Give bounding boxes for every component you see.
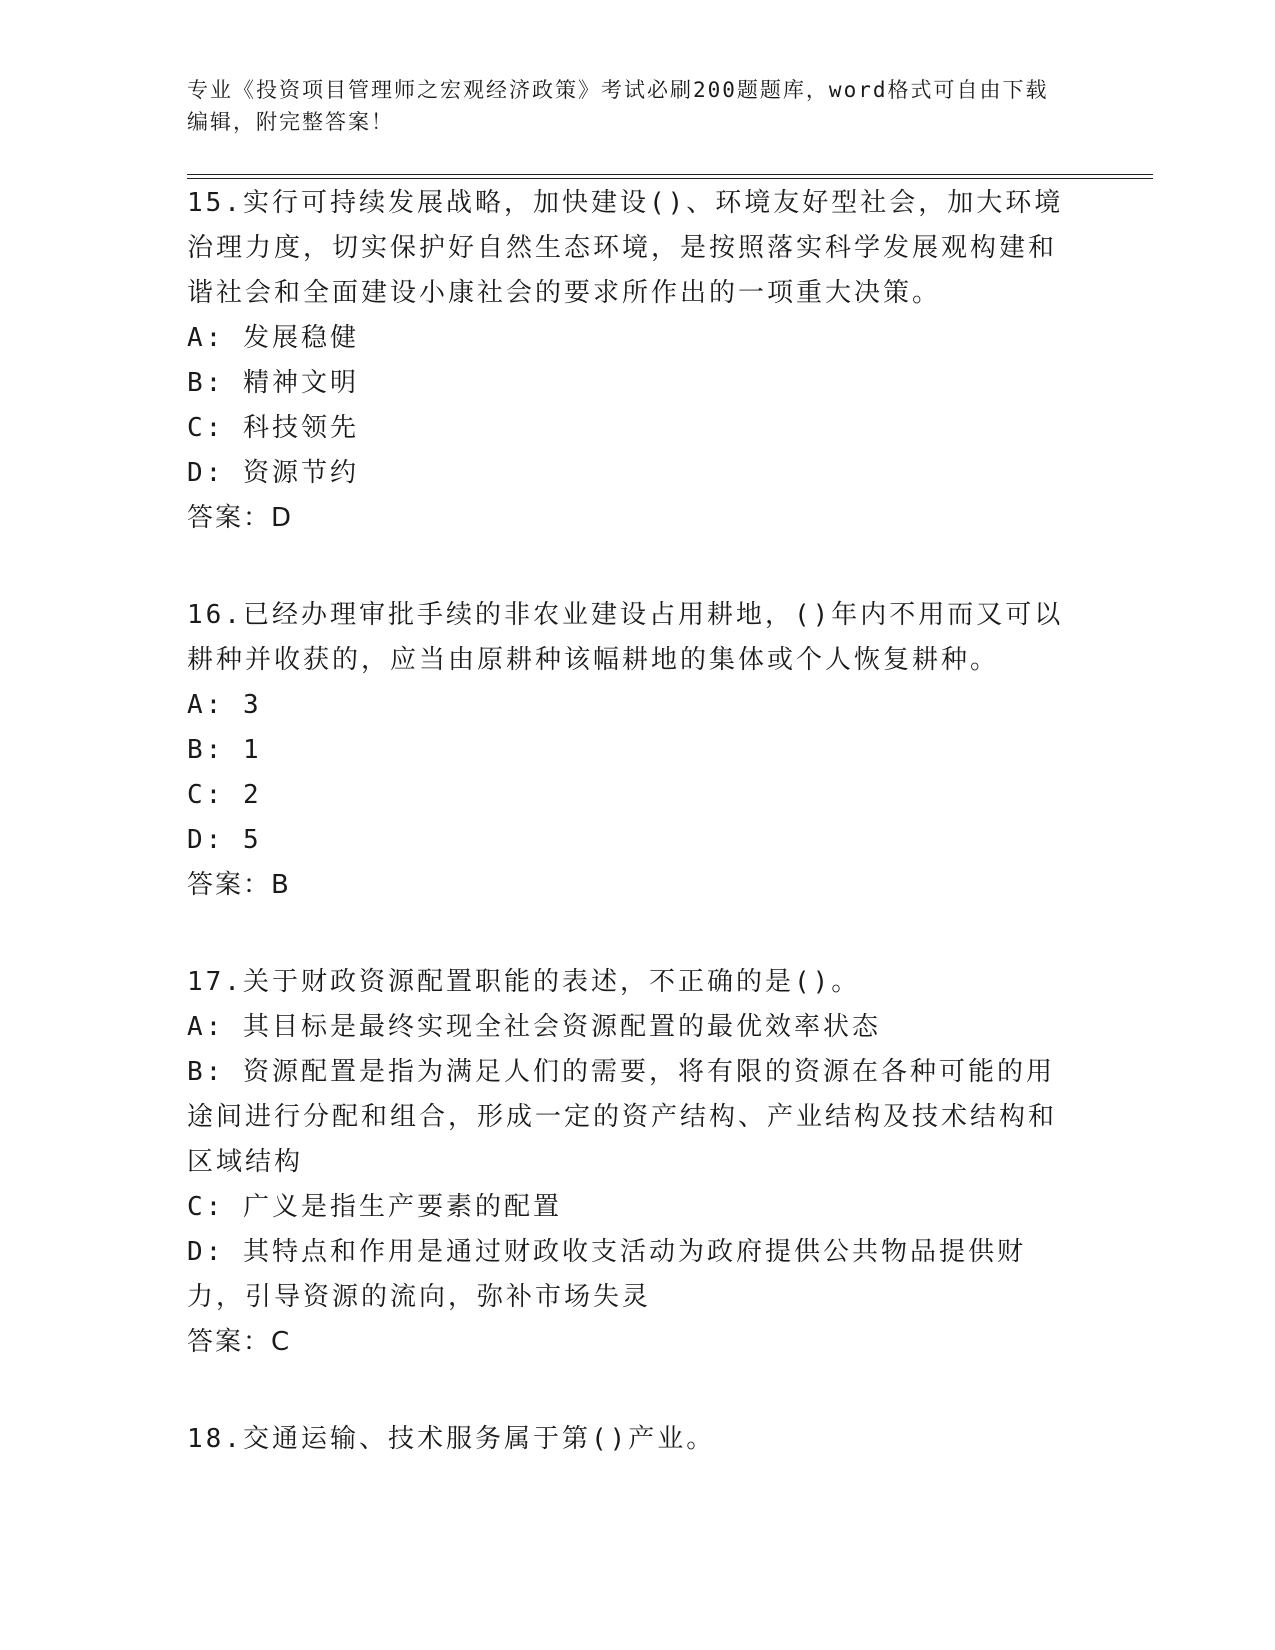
option-d: D: 资源节约 bbox=[187, 458, 359, 488]
question-text: 18.交通运输、技术服务属于第()产业。 bbox=[187, 1424, 716, 1454]
option-a: A: 3 bbox=[187, 690, 262, 720]
answer-label: 答案：B bbox=[187, 870, 291, 900]
question-15 bbox=[187, 181, 1147, 541]
option-c: C: 广义是指生产要素的配置 bbox=[187, 1192, 562, 1222]
question-list bbox=[187, 181, 1147, 1462]
option-d: D: 5 bbox=[187, 825, 262, 855]
question-16 bbox=[187, 593, 1147, 908]
option-c: C: 2 bbox=[187, 780, 262, 810]
option-d: D: 其特点和作用是通过财政收支活动为政府提供公共物品提供财力，引导资源的流向，弥补市场失灵 bbox=[187, 1237, 1026, 1312]
option-b: B: 精神文明 bbox=[187, 368, 359, 398]
answer-label: 答案：D bbox=[187, 503, 294, 533]
option-b: B: 1 bbox=[187, 735, 262, 765]
question-text: 15.实行可持续发展战略，加快建设()、环境友好型社会，加大环境治理力度，切实保护好自然生态环境，是按照落实科学发展观构建和谐社会和全面建设小康社会的要求所作出的一项重大决策。 bbox=[187, 188, 1064, 308]
option-a: A: 其目标是最终实现全社会资源配置的最优效率状态 bbox=[187, 1012, 881, 1042]
document-page bbox=[187, 74, 1147, 1514]
answer-label: 答案：C bbox=[187, 1327, 292, 1357]
option-b: B: 资源配置是指为满足人们的需要，将有限的资源在各种可能的用途间进行分配和组合，形成一定的资产结构、产业结构及技术结构和区域结构 bbox=[187, 1057, 1058, 1177]
double-rule-divider bbox=[187, 174, 1153, 179]
question-17 bbox=[187, 960, 1147, 1365]
option-c: C: 科技领先 bbox=[187, 413, 359, 443]
question-18 bbox=[187, 1417, 1147, 1462]
option-a: A: 发展稳健 bbox=[187, 323, 359, 353]
question-text: 16.已经办理审批手续的非农业建设占用耕地，()年内不用而又可以耕种并收获的，应当由原耕种该幅耕地的集体或个人恢复耕种。 bbox=[187, 600, 1064, 675]
header-intro: 专业《投资项目管理师之宏观经济政策》考试必刷200题题库，word格式可自由下载编辑，附完整答案！ bbox=[187, 78, 1049, 134]
question-text: 17.关于财政资源配置职能的表述，不正确的是()。 bbox=[187, 967, 861, 997]
